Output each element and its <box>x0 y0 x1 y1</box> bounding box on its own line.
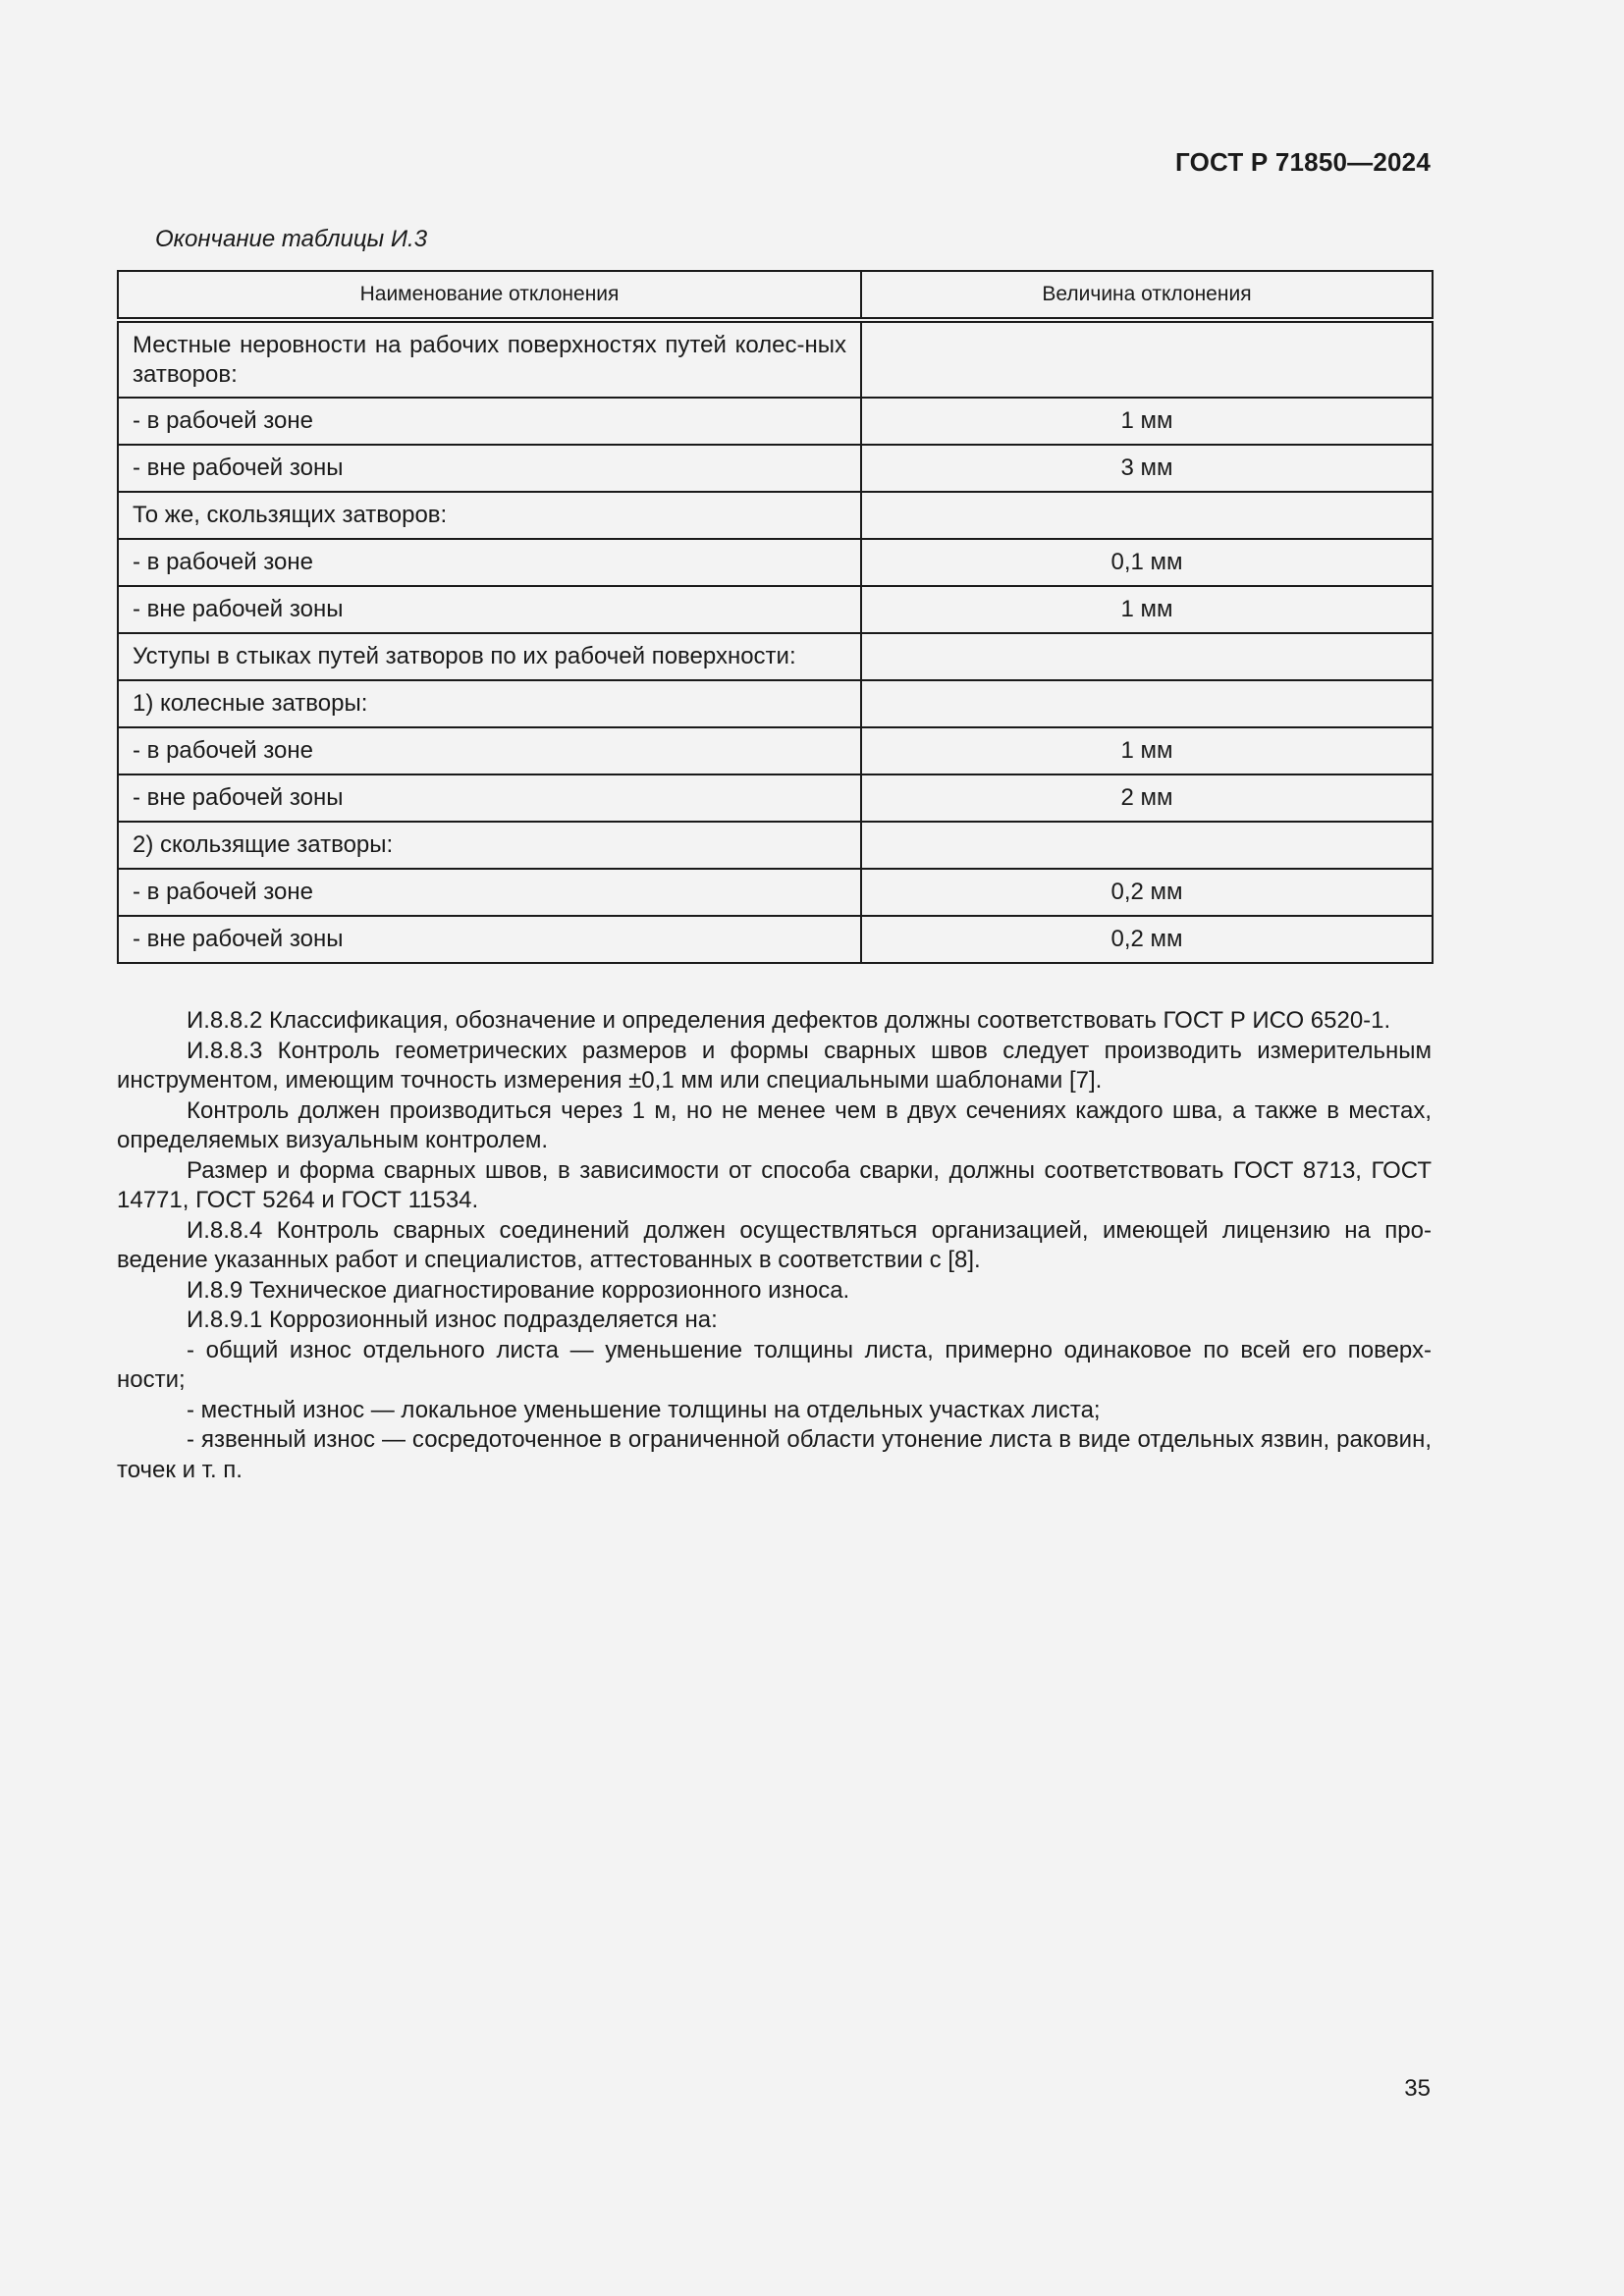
table-row <box>118 445 1433 492</box>
list-item-pitting-wear: - язвенный износ — сосредоточенное в ограниченной области утонение листа в виде отдельных язвин, раковин, точек и т. п. <box>117 1426 1432 1483</box>
table-row <box>118 539 1433 586</box>
paragraph-control-interval: Контроль должен производиться через 1 м, но не менее чем в двух сечениях каждого шва, а также в местах, определяемых визуальным контролем. <box>117 1096 1432 1153</box>
deviation-name-cell: - в рабочей зоне <box>118 398 861 445</box>
paragraph-weld-size: Размер и форма сварных швов, в зависимости от способа сварки, должны соответствовать ГОСТ 8713, ГОСТ 14771, ГОСТ 5264 и ГОСТ 11534. <box>117 1156 1432 1213</box>
deviation-table <box>117 270 1434 964</box>
deviation-value-cell: 1 мм <box>861 398 1433 445</box>
table-header-row <box>118 271 1433 320</box>
table-row <box>118 822 1433 869</box>
deviation-value-cell: 0,2 мм <box>861 869 1433 916</box>
document-code: ГОСТ Р 71850—2024 <box>1175 147 1431 177</box>
paragraph-8-8-2: И.8.8.2 Классификация, обозначение и определения дефектов должны соответствовать ГОСТ Р ИСО 6520-1. <box>187 1007 1391 1034</box>
deviation-name-cell: Местные неровности на рабочих поверхностях путей колес-ных затворов: <box>118 320 861 398</box>
deviation-name-cell: Уступы в стыках путей затворов по их рабочей поверхности: <box>118 633 861 680</box>
deviation-name-cell: - в рабочей зоне <box>118 727 861 774</box>
table-row <box>118 492 1433 539</box>
table-row <box>118 680 1433 727</box>
table-row <box>118 869 1433 916</box>
deviation-name-cell: То же, скользящих затворов: <box>118 492 861 539</box>
deviation-value-cell <box>861 680 1433 727</box>
deviation-value-cell: 1 мм <box>861 727 1433 774</box>
body-text <box>117 1006 1432 1485</box>
column-header-deviation-name: Наименование отклонения <box>118 271 861 320</box>
column-header-deviation-value: Величина отклонения <box>861 271 1433 320</box>
deviation-name-cell: - в рабочей зоне <box>118 869 861 916</box>
deviation-value-cell: 0,2 мм <box>861 916 1433 963</box>
paragraph-8-8-3: И.8.8.3 Контроль геометрических размеров и формы сварных швов следует производить измерительным инструментом, имеющим точность измерения ±0,1 мм или специальными шаблонами [7]. <box>117 1037 1432 1094</box>
deviation-value-cell <box>861 633 1433 680</box>
deviation-name-cell: - вне рабочей зоны <box>118 445 861 492</box>
deviation-value-cell: 1 мм <box>861 586 1433 633</box>
deviation-name-cell: 2) скользящие затворы: <box>118 822 861 869</box>
deviation-value-cell <box>861 320 1433 398</box>
paragraph-8-9: И.8.9 Техническое диагностирование коррозионного износа. <box>187 1276 850 1304</box>
paragraph-8-8-4: И.8.8.4 Контроль сварных соединений должен осуществляться организацией, имеющей лицензию на про-ведение указанных работ и специалистов, аттестованных в соответствии с [8]. <box>117 1216 1432 1273</box>
deviation-name-cell: 1) колесные затворы: <box>118 680 861 727</box>
page-number: 35 <box>1404 2075 1431 2102</box>
table-row <box>118 320 1433 398</box>
list-item-local-wear: - местный износ — локальное уменьшение толщины на отдельных участках листа; <box>187 1396 1101 1423</box>
deviation-name-cell: - вне рабочей зоны <box>118 916 861 963</box>
table-row <box>118 586 1433 633</box>
deviation-value-cell: 0,1 мм <box>861 539 1433 586</box>
deviation-value-cell: 3 мм <box>861 445 1433 492</box>
table-row <box>118 774 1433 822</box>
deviation-value-cell <box>861 822 1433 869</box>
deviation-name-cell: - вне рабочей зоны <box>118 774 861 822</box>
table-row <box>118 727 1433 774</box>
table-row <box>118 398 1433 445</box>
table-row <box>118 916 1433 963</box>
list-item-general-wear: - общий износ отдельного листа — уменьшение толщины листа, примерно одинаковое по всей его поверх-ности; <box>117 1336 1432 1393</box>
paragraph-8-9-1: И.8.9.1 Коррозионный износ подразделяется на: <box>187 1307 718 1333</box>
deviation-value-cell <box>861 492 1433 539</box>
table-row <box>118 633 1433 680</box>
deviation-name-cell: - в рабочей зоне <box>118 539 861 586</box>
table-caption: Окончание таблицы И.3 <box>155 226 428 252</box>
deviation-value-cell: 2 мм <box>861 774 1433 822</box>
deviation-name-cell: - вне рабочей зоны <box>118 586 861 633</box>
